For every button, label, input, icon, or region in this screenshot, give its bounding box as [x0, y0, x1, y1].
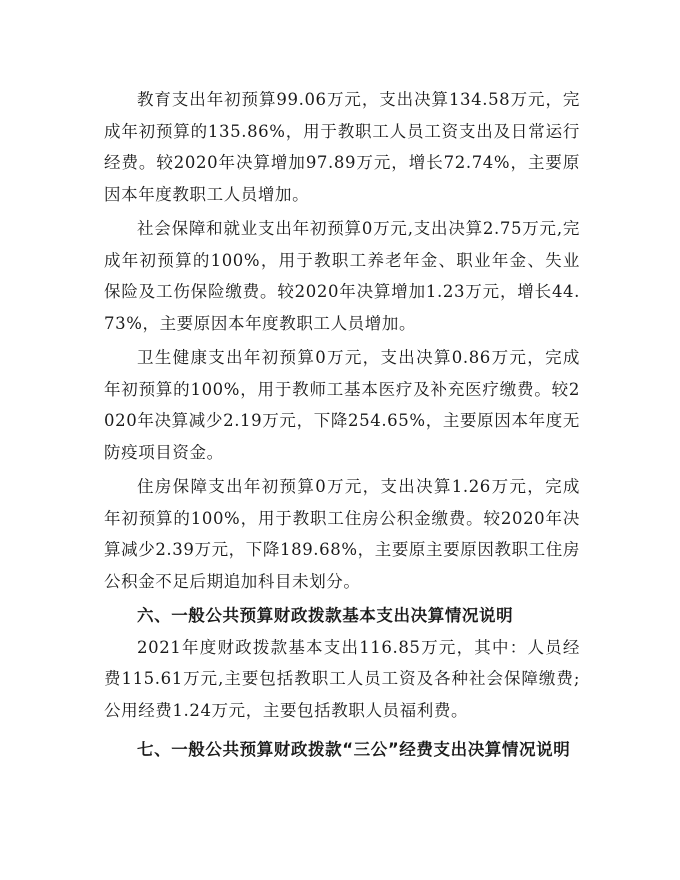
paragraph-social-security-expenditure: 社会保障和就业支出年初预算0万元,支出决算2.75万元,完成年初预算的100%，用于教职工养老年金、职业年金、失业保险及工伤保险缴费。较2020年决算增加1.23万元，增长44.73%，主要原因本年度教职工人员增加。 [104, 219, 580, 333]
paragraph-education-expenditure: 教育支出年初预算99.06万元，支出决算134.58万元，完成年初预算的135.86%，用于教职工人员工资支出及日常运行经费。较2020年决算增加97.89万元，增长72.74%，主要原因本年度教职工人员增加。 [104, 90, 580, 204]
section-heading-6: 六、一般公共预算财政拨款基本支出决算情况说明 [137, 606, 514, 625]
paragraph-health-expenditure: 卫生健康支出年初预算0万元，支出决算0.86万元，完成年初预算的100%，用于教师工基本医疗及补充医疗缴费。较2020年决算减少2.19万元，下降254.65%，主要原因本年度无防疫项目资金。 [104, 348, 580, 462]
section-heading-7: 七、一般公共预算财政拨款“三公”经费支出决算情况说明 [137, 740, 571, 759]
paragraph-basic-expenditure: 2021年度财政拨款基本支出116.85万元，其中：人员经费115.61万元,主要包括教职工人员工资及各种社会保障缴费;公用经费1.24万元，主要包括教职人员福利费。 [104, 637, 580, 720]
paragraph-housing-expenditure: 住房保障支出年初预算0万元，支出决算1.26万元，完成年初预算的100%，用于教职工住房公积金缴费。较2020年决算减少2.39万元，下降189.68%，主要原主要原因教职工住房公积金不足后期追加科目未划分。 [104, 477, 580, 591]
document-body [104, 84, 580, 766]
